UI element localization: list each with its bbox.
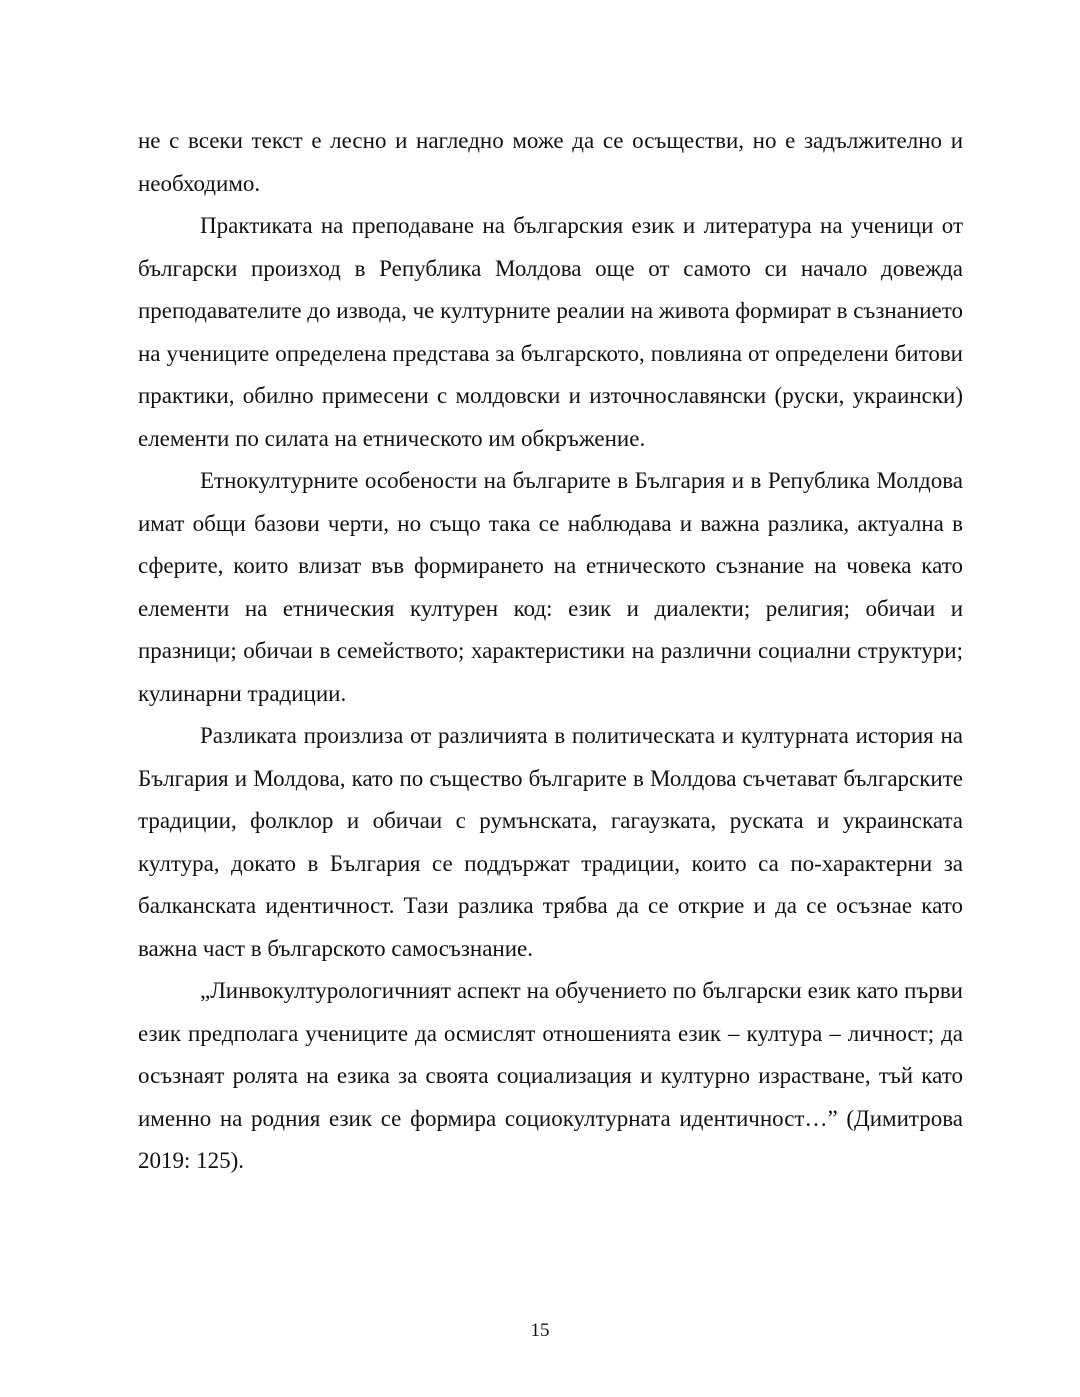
quote-paragraph: „Линвокултурологичният аспект на обучението по български език като първи език предполага учениците да осмислят отношенията език – култура – личност; да осъзнаят ролята на езика за своята социализация и културно израстване, тъй като именно на родния език се формира социокултурната идентичност…” (Димитрова 2019: 125). [138, 978, 963, 1173]
body-text [138, 120, 963, 1183]
paragraph: Разликата произлиза от различията в политическата и културната история на България и Молдова, като по същество българите в Молдова съчетават българските традиции, фолклор и обичаи с румънската, гагаузката, руската и украинската култура, докато в България се поддържат традиции, които са по-характерни за балканската идентичност. Тази разлика трябва да се открие и да се осъзнае като важна част в българското самосъзнание. [138, 723, 963, 961]
paragraph: Практиката на преподаване на българския език и литература на ученици от български произход в Република Молдова още от самото си начало довежда преподавателите до извода, че културните реалии на живота формират в съзнанието на учениците определена представа за българското, повлияна от определени битови практики, обилно примесени с молдовски и източнославянски (руски, украински) елементи по силата на етническото им обкръжение. [138, 213, 963, 451]
paragraph-continuation: не с всеки текст е лесно и нагледно може да се осъществи, но е задължително и необходимо. [138, 128, 963, 196]
paragraph: Етнокултурните особености на българите в България и в Република Молдова имат общи базови черти, но също така се наблюдава и важна разлика, актуална в сферите, които влизат във формирането на етническото съзнание на човека като елементи на етническия културен код: език и диалекти; религия; обичаи и празници; обичаи в семейството; характеристики на различни социални структури; кулинарни традиции. [138, 468, 963, 706]
page-number: 15 [530, 1320, 550, 1341]
